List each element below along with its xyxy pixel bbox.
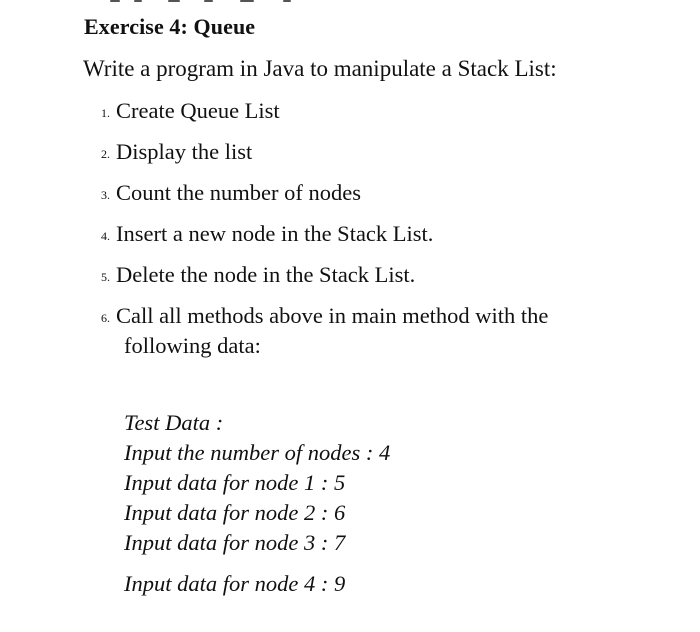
- list-item: [101, 219, 641, 249]
- test-data-line: Input data for node 1 : 5: [124, 470, 346, 495]
- test-data-line: Input the number of nodes : 4: [124, 440, 391, 465]
- cropped-text-remnant: [108, 0, 308, 4]
- steps-list: [101, 96, 641, 372]
- exercise-intro: Write a program in Java to manipulate a Stack List:: [83, 56, 557, 81]
- step-number: 1.: [101, 106, 110, 120]
- step-number: 5.: [101, 270, 110, 284]
- test-data-block: [124, 408, 390, 599]
- step-number: 4.: [101, 229, 110, 243]
- test-data-heading: Test Data :: [124, 410, 224, 435]
- test-data-line: Input data for node 2 : 6: [124, 500, 346, 525]
- step-number: 6.: [101, 311, 110, 325]
- step-text: Call all methods above in main method with the: [116, 303, 549, 328]
- step-text: Delete the node in the Stack List.: [116, 262, 416, 287]
- step-text: Create Queue List: [116, 98, 280, 123]
- test-data-line: Input data for node 3 : 7: [124, 530, 346, 555]
- list-item: [101, 137, 641, 167]
- step-number: 3.: [101, 188, 110, 202]
- step-text: Count the number of nodes: [116, 180, 361, 205]
- list-item: [101, 178, 641, 208]
- step-number: 2.: [101, 147, 110, 161]
- step-text-continuation: following data:: [124, 333, 261, 358]
- exercise-title: Exercise 4: Queue: [84, 14, 256, 39]
- test-data-line: Input data for node 4 : 9: [124, 571, 346, 596]
- list-item: [101, 301, 641, 361]
- step-text: Insert a new node in the Stack List.: [116, 221, 434, 246]
- list-item: [101, 260, 641, 290]
- step-text: Display the list: [116, 139, 253, 164]
- list-item: [101, 96, 641, 126]
